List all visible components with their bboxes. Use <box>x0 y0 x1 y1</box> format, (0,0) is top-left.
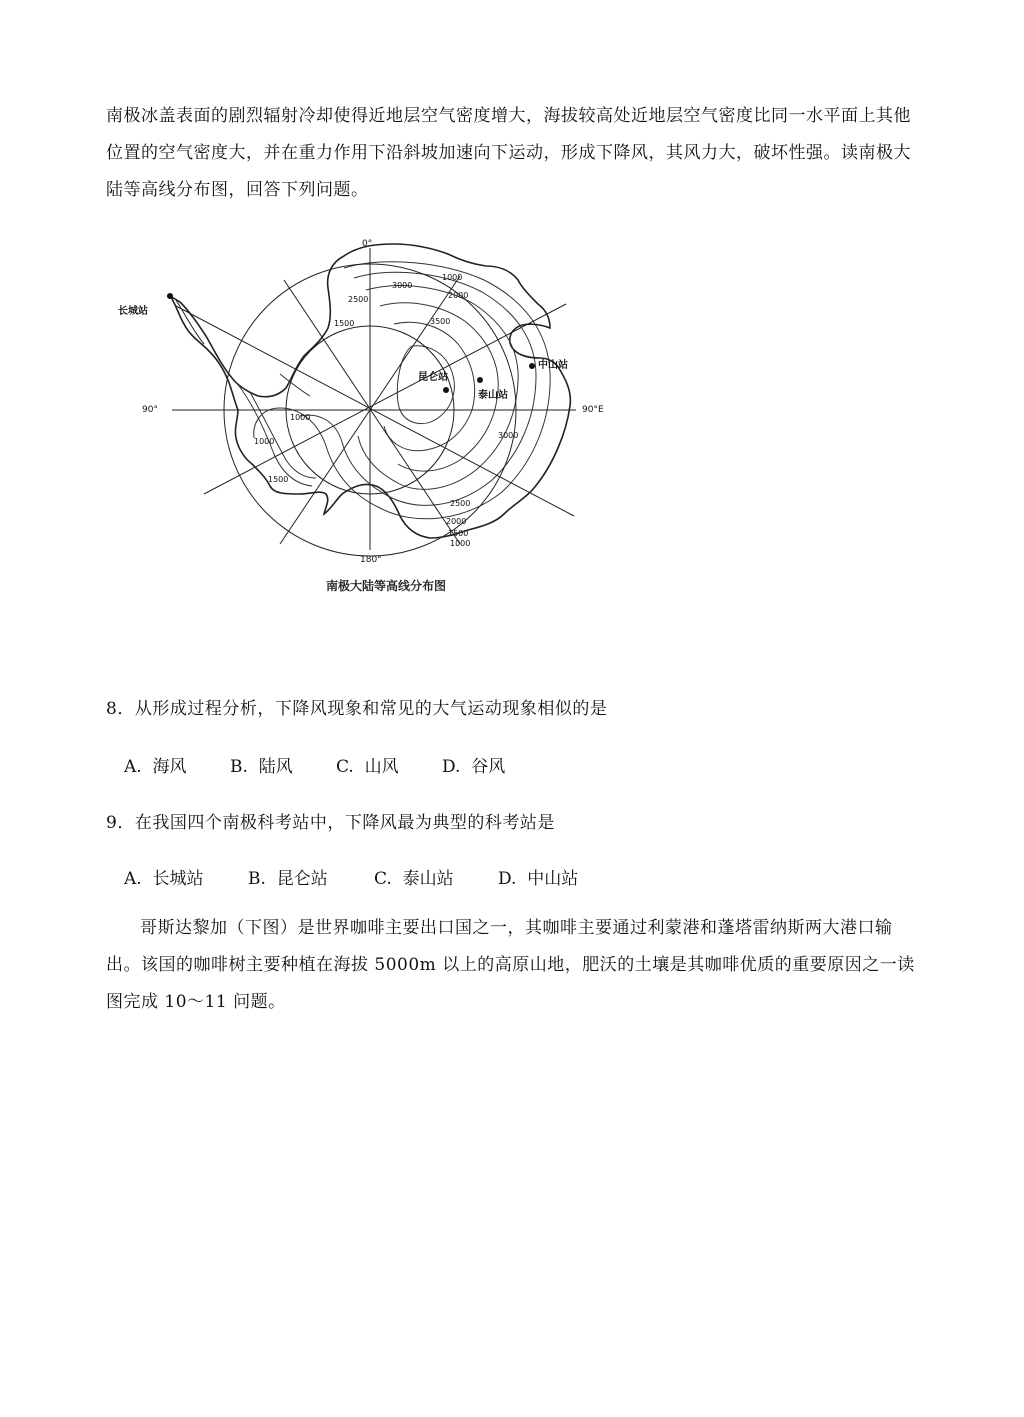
contour-label: 3500 <box>430 317 451 326</box>
contour-label: 1500 <box>334 319 355 328</box>
lon-label-0: 0° <box>362 239 373 249</box>
contour-label: 1500 <box>448 529 469 538</box>
contour-label: 2500 <box>450 499 471 508</box>
contour-label: 3000 <box>392 281 413 290</box>
lon-label-90w: 90° <box>142 405 158 415</box>
contour-label: 2000 <box>446 517 467 526</box>
q8-option-b: B. 陆风 <box>230 757 293 777</box>
question-9-stem: 9．在我国四个南极科考站中，下降风最为典型的科考站是 <box>106 813 555 833</box>
question-8-stem: 8．从形成过程分析，下降风现象和常见的大气运动现象相似的是 <box>106 699 608 719</box>
q8-option-c: C. 山风 <box>336 757 399 777</box>
station-dot-kunlun <box>443 387 449 393</box>
station-kunlun: 昆仑站 <box>418 372 448 383</box>
q9-option-d: D. 中山站 <box>498 869 579 889</box>
station-dot-zhongshan <box>529 363 535 369</box>
passage-antarctic: 南极冰盖表面的剧烈辐射冷却使得近地层空气密度增大，海拔较高处近地层空气密度比同一水平面上其他位置的空气密度大，并在重力作用下沿斜坡加速向下运动，形成下降风，其风力大，破坏性强。读南极大陆等高线分布图，回答下列问题。 <box>106 106 911 200</box>
station-zhongshan: 中山站 <box>538 360 568 371</box>
q9-option-a: A. 长城站 <box>124 869 204 889</box>
station-dot-changcheng <box>167 293 173 299</box>
q8-option-a: A. 海风 <box>124 757 187 777</box>
station-taishan: 泰山站 <box>478 390 508 401</box>
question-9-options <box>124 864 578 889</box>
contour-label: 2500 <box>348 295 369 304</box>
q9-option-b: B. 昆仑站 <box>248 869 328 889</box>
q9-option-c: C. 泰山站 <box>374 869 454 889</box>
station-dot-taishan <box>477 377 483 383</box>
lon-label-180: 180° <box>360 555 382 565</box>
figure-caption: 南极大陆等高线分布图 <box>326 579 447 593</box>
antarctica-contour-map <box>104 232 604 610</box>
question-8-options <box>124 752 505 777</box>
contour-label: 1000 <box>450 539 471 548</box>
contour-label: 1000 <box>442 273 463 282</box>
station-changcheng: 长城站 <box>118 306 148 317</box>
q8-option-d: D. 谷风 <box>442 757 506 777</box>
contour-label: 3000 <box>498 431 519 440</box>
contour-label: 1500 <box>268 475 289 484</box>
contour-label: 2000 <box>448 291 469 300</box>
contour-label: 1000 <box>254 437 275 446</box>
contour-label: 1000 <box>290 413 311 422</box>
passage-costa-rica: 哥斯达黎加（下图）是世界咖啡主要出口国之一，其咖啡主要通过利蒙港和蓬塔雷纳斯两大港口输出。该国的咖啡树主要种植在海拔 5000m 以上的高原山地，肥沃的土壤是其咖啡优质的重要原因之一读图完成 10～11 问题。 <box>106 918 915 1012</box>
lon-label-90e: 90°E <box>582 405 604 415</box>
